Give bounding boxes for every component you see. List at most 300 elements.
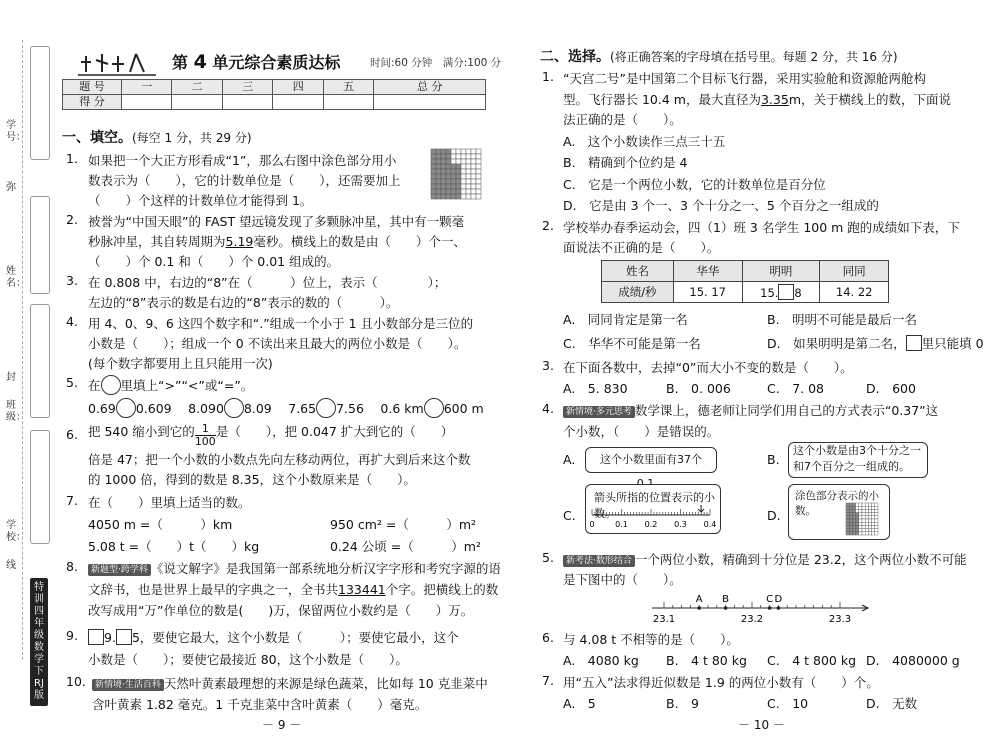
c3-number: 3. bbox=[542, 358, 554, 373]
arrow-down-icon bbox=[698, 505, 704, 512]
grid-cell bbox=[856, 529, 859, 532]
grid-cell bbox=[441, 179, 446, 184]
q6-line2: 倍是 47；把一个小数的小数点先向左移动两位，再扩大到后来这个数 bbox=[88, 452, 471, 467]
tick-label: 23.3 bbox=[828, 614, 852, 625]
score-header-cell: 四 bbox=[273, 80, 323, 95]
grid-cell bbox=[466, 149, 471, 154]
c1-option-d[interactable]: D. 它是由 3 个一、3 个十分之一、5 个百分之一组成的 bbox=[563, 198, 879, 213]
grid-cell bbox=[868, 513, 871, 516]
point-label: D bbox=[774, 594, 783, 605]
grid-cell bbox=[856, 506, 859, 509]
grid-cell bbox=[875, 503, 878, 506]
c7-number: 7. bbox=[542, 673, 554, 688]
q8-tag: 新题型·跨学科 bbox=[88, 564, 151, 576]
grid-cell bbox=[431, 189, 436, 194]
grid-cell bbox=[859, 516, 862, 519]
c3-line1: 在下面各数中，去掉“0”而大小不变的数是（ ）。 bbox=[563, 360, 853, 375]
grid-cell bbox=[868, 503, 871, 506]
grid-cell bbox=[859, 513, 862, 516]
q4-number: 4. bbox=[66, 314, 78, 329]
c4-option-b[interactable]: B. bbox=[767, 452, 780, 467]
c1-option-b[interactable]: B. 精确到个位约是 4 bbox=[563, 155, 688, 170]
grid-cell bbox=[456, 189, 461, 194]
grid-cell bbox=[476, 184, 481, 189]
grid-cell bbox=[441, 174, 446, 179]
digit-box[interactable] bbox=[906, 335, 922, 351]
grid-cell bbox=[868, 522, 871, 525]
grid-cell bbox=[849, 509, 852, 512]
grid-cell bbox=[461, 164, 466, 169]
grid-cell bbox=[471, 169, 476, 174]
c1-line2: 型。飞行器长 10.4 m，最大直径为3.35m，关于横线上的数，下面说 bbox=[563, 92, 951, 107]
grid-cell bbox=[846, 529, 849, 532]
q10-line2: 含叶黄素 1.82 毫克。1 千克韭菜中含叶黄素（ ）毫克。 bbox=[92, 697, 428, 712]
grid-cell bbox=[872, 513, 875, 516]
point-label: B bbox=[722, 594, 730, 605]
c2-results-table bbox=[601, 260, 889, 303]
grid-cell bbox=[466, 159, 471, 164]
grid-cell bbox=[466, 179, 471, 184]
q3-number: 3. bbox=[66, 273, 78, 288]
grid-cell bbox=[852, 522, 855, 525]
grid-cell bbox=[471, 149, 476, 154]
q8-line2: 文辞书，也是世界上最早的字典之一，全书共133441个字。把横线上的数 bbox=[88, 582, 499, 597]
binding-gutter bbox=[0, 0, 52, 754]
grid-cell bbox=[471, 189, 476, 194]
grid-cell bbox=[852, 513, 855, 516]
q7-row2b: 0.24 公顷 =（ ）m² bbox=[330, 539, 481, 554]
q8-number: 8. bbox=[66, 559, 78, 574]
score-input-cell[interactable] bbox=[374, 95, 486, 110]
grid-cell bbox=[852, 506, 855, 509]
q9-line1: 9. 5，要使它最大，这个小数是（ ）；要使它最小，这个 bbox=[88, 628, 459, 646]
q10-tag: 新情境·生活百科 bbox=[92, 679, 164, 691]
digit-box[interactable] bbox=[116, 629, 132, 645]
grid-cell bbox=[862, 513, 865, 516]
grid-cell bbox=[856, 532, 859, 535]
grid-cell bbox=[852, 519, 855, 522]
q3-line2: 左边的“8”表示的数是右边的“8”表示的数的（ ）。 bbox=[88, 295, 399, 310]
grid-cell bbox=[849, 519, 852, 522]
grid-cell bbox=[872, 516, 875, 519]
grid-cell bbox=[461, 154, 466, 159]
table-header: 华华 bbox=[673, 261, 742, 282]
student-id-label: 学号： bbox=[6, 120, 26, 143]
grid-cell bbox=[868, 516, 871, 519]
grid-cell bbox=[451, 159, 456, 164]
grid-cell bbox=[865, 529, 868, 532]
c4-grid-figure bbox=[845, 502, 879, 536]
q1-line2: 数表示为（ ），它的计数单位是（ ），还需要加上 bbox=[88, 173, 401, 188]
cutmark-3: 线 bbox=[6, 560, 16, 571]
c6-option-c[interactable]: C. 4 t 800 kg bbox=[767, 653, 857, 668]
score-header-cell: 二 bbox=[172, 80, 222, 95]
grid-cell bbox=[875, 529, 878, 532]
grid-cell bbox=[436, 149, 441, 154]
q7-line1: 在（ ）里填上适当的数。 bbox=[88, 495, 251, 510]
grid-cell bbox=[466, 174, 471, 179]
c4-option-d[interactable]: D. bbox=[767, 508, 781, 523]
q8-line3: 改写成用“万”作单位的数是( )万，保留两位小数约是（ ）万。 bbox=[88, 603, 474, 618]
grid-cell bbox=[868, 519, 871, 522]
c4-option-c[interactable]: C. bbox=[563, 508, 576, 523]
grid-cell bbox=[846, 532, 849, 535]
q4-line2: 小数是（ ）；组成一个 0 不读出来且最大的两位小数是（ ）。 bbox=[88, 336, 467, 351]
c2-option-c[interactable]: C. 华华不可能是第一名 bbox=[563, 336, 701, 351]
grid-cell bbox=[431, 194, 436, 199]
grid-cell bbox=[859, 506, 862, 509]
tick-label: 0 bbox=[589, 520, 595, 529]
tick-label: 23.1 bbox=[652, 614, 676, 625]
grid-cell bbox=[471, 174, 476, 179]
grid-cell bbox=[856, 522, 859, 525]
grid-cell bbox=[451, 179, 456, 184]
grid-cell bbox=[862, 509, 865, 512]
grid-cell bbox=[868, 525, 871, 528]
table-cell: 15. 8 bbox=[742, 282, 820, 303]
grid-cell bbox=[859, 522, 862, 525]
c1-option-c[interactable]: C. 它是一个两位小数，它的计数单位是百分位 bbox=[563, 177, 826, 192]
section-2-title: 二、选择。(将正确答案的字母填在括号里。每题 2 分，共 16 分) bbox=[540, 49, 898, 65]
grid-cell bbox=[875, 513, 878, 516]
q10-line1: 新情境·生活百科 天然叶黄素最理想的来源是绿色蔬菜，比如每 10 克韭菜中 bbox=[92, 674, 488, 692]
grid-cell bbox=[846, 516, 849, 519]
c2-option-a[interactable]: A. 同同肯定是第一名 bbox=[563, 312, 688, 327]
grid-cell bbox=[456, 194, 461, 199]
q9-number: 9. bbox=[66, 628, 78, 643]
page-number-right: － 10 － bbox=[738, 718, 785, 732]
student-id-box[interactable] bbox=[30, 46, 50, 160]
grid-cell bbox=[872, 525, 875, 528]
grid-cell bbox=[849, 513, 852, 516]
score-input-cell[interactable] bbox=[273, 95, 323, 110]
grid-cell bbox=[446, 184, 451, 189]
grid-cell bbox=[875, 532, 878, 535]
grid-cell bbox=[446, 169, 451, 174]
grid-cell bbox=[865, 509, 868, 512]
grid-cell bbox=[875, 516, 878, 519]
grid-cell bbox=[436, 164, 441, 169]
c1-option-a[interactable]: A. 这个小数读作三点三十五 bbox=[563, 134, 726, 149]
score-input-cell[interactable] bbox=[122, 95, 172, 110]
grid-cell bbox=[859, 503, 862, 506]
grid-cell bbox=[872, 509, 875, 512]
c3-option-d[interactable]: D. 600 bbox=[866, 381, 916, 396]
grid-cell bbox=[471, 184, 476, 189]
c4-tag: 新情境·多元思考 bbox=[563, 406, 635, 418]
c1-number: 1. bbox=[542, 69, 554, 84]
grid-cell bbox=[446, 194, 451, 199]
grid-cell bbox=[466, 169, 471, 174]
c5-number: 5. bbox=[542, 550, 554, 565]
score-header-cell: 题 号 bbox=[63, 80, 122, 95]
c5-number-line bbox=[648, 590, 873, 626]
q4-line3: (每个数字都要用上且只能用一次) bbox=[88, 356, 273, 371]
c4-line1: 新情境·多元思考 数学课上，德老师让同学们用自己的方式表示“0.37”这 bbox=[563, 401, 938, 419]
grid-cell bbox=[451, 184, 456, 189]
grid-cell bbox=[872, 506, 875, 509]
grid-cell bbox=[862, 516, 865, 519]
grid-cell bbox=[461, 179, 466, 184]
c1-line1: “天宫二号”是中国第二个目标飞行器，采用实验舱和资源舱两舱构 bbox=[563, 71, 926, 86]
grid-cell bbox=[476, 149, 481, 154]
class-label: 班级： bbox=[6, 400, 26, 423]
score-header-cell: 一 bbox=[122, 80, 172, 95]
grid-cell bbox=[859, 509, 862, 512]
grid-cell bbox=[436, 179, 441, 184]
compare-circle[interactable] bbox=[316, 398, 336, 418]
point-label: C bbox=[766, 594, 774, 605]
grid-cell bbox=[856, 513, 859, 516]
grid-cell bbox=[856, 525, 859, 528]
grid-cell bbox=[846, 503, 849, 506]
c2-option-b[interactable]: B. 明明不可能是最后一名 bbox=[767, 312, 918, 327]
compare-circle[interactable] bbox=[116, 398, 136, 418]
grid-cell bbox=[476, 179, 481, 184]
table-header: 明明 bbox=[742, 261, 820, 282]
grid-cell bbox=[456, 174, 461, 179]
grid-cell bbox=[862, 519, 865, 522]
grid-cell bbox=[446, 149, 451, 154]
grid-cell bbox=[436, 154, 441, 159]
header-decoration-icon bbox=[78, 48, 156, 78]
grid-cell bbox=[856, 509, 859, 512]
grid-cell bbox=[862, 529, 865, 532]
class-box[interactable] bbox=[30, 304, 50, 418]
grid-cell bbox=[451, 154, 456, 159]
grid-cell bbox=[476, 194, 481, 199]
grid-cell bbox=[451, 164, 456, 169]
c4-number: 4. bbox=[542, 401, 554, 416]
grid-cell bbox=[865, 513, 868, 516]
grid-cell bbox=[436, 169, 441, 174]
grid-cell bbox=[436, 159, 441, 164]
grid-cell bbox=[872, 522, 875, 525]
c3-option-b[interactable]: B. 0. 006 bbox=[666, 381, 731, 396]
grid-cell bbox=[859, 532, 862, 535]
time-score-info: 时间:60 分钟 满分:100 分 bbox=[370, 57, 502, 69]
c3-option-c[interactable]: C. 7. 08 bbox=[767, 381, 825, 396]
grid-cell bbox=[456, 169, 461, 174]
grid-cell bbox=[456, 164, 461, 169]
c7-option-d[interactable]: D. 无数 bbox=[866, 696, 918, 711]
grid-cell bbox=[862, 532, 865, 535]
point-marker bbox=[724, 606, 728, 610]
grid-cell bbox=[466, 194, 471, 199]
grid-cell bbox=[852, 525, 855, 528]
tick-label: 0.3 bbox=[674, 520, 687, 529]
grid-cell bbox=[865, 525, 868, 528]
c2-option-d[interactable]: D. 如果明明是第二名， 里只能填 0 bbox=[767, 336, 984, 351]
grid-cell bbox=[451, 149, 456, 154]
score-input-cell[interactable] bbox=[172, 95, 222, 110]
c6-number: 6. bbox=[542, 630, 554, 645]
grid-cell bbox=[849, 522, 852, 525]
grid-cell bbox=[456, 159, 461, 164]
fraction: $\frac{1}{100}$ bbox=[194, 422, 216, 448]
cut-line bbox=[22, 40, 23, 660]
grid-cell bbox=[441, 149, 446, 154]
grid-cell bbox=[451, 194, 456, 199]
grid-cell bbox=[476, 189, 481, 194]
grid-cell bbox=[852, 509, 855, 512]
grid-cell bbox=[846, 509, 849, 512]
cutmark-1: 弥 bbox=[6, 182, 16, 193]
grid-cell bbox=[431, 149, 436, 154]
grid-cell bbox=[446, 154, 451, 159]
grid-cell bbox=[872, 519, 875, 522]
grid-cell bbox=[456, 149, 461, 154]
q1-line1: 如果把一个大正方形看成“1”，那么右图中涂色部分用小 bbox=[88, 153, 397, 168]
grid-cell bbox=[846, 525, 849, 528]
score-input-cell[interactable] bbox=[323, 95, 373, 110]
grid-cell bbox=[865, 503, 868, 506]
grid-cell bbox=[451, 174, 456, 179]
grid-cell bbox=[849, 506, 852, 509]
grid-cell bbox=[868, 506, 871, 509]
q7-row2a: 5.08 t =（ ）t（ ）kg bbox=[88, 539, 260, 554]
c7-line1: 用“五入”法求得近似数是 1.9 的两位小数有（ ）个。 bbox=[563, 675, 879, 690]
grid-cell bbox=[441, 164, 446, 169]
c7-option-b[interactable]: B. 9 bbox=[666, 696, 700, 711]
grid-cell bbox=[872, 503, 875, 506]
grid-cell bbox=[862, 525, 865, 528]
grid-cell bbox=[471, 154, 476, 159]
score-table bbox=[62, 79, 486, 110]
grid-cell bbox=[875, 509, 878, 512]
q2-number: 2. bbox=[66, 212, 78, 227]
score-header-cell: 三 bbox=[222, 80, 272, 95]
grid-cell bbox=[431, 179, 436, 184]
name-label: 姓名： bbox=[6, 266, 26, 289]
school-label: 学校： bbox=[6, 520, 26, 543]
book-spine: 特训 四年级 数学 下 RJ版 bbox=[30, 578, 48, 706]
q2-line3: （ ）个 0.1 和（ ）个 0.01 组成的。 bbox=[88, 254, 340, 269]
c5-line1: 新考法·数形结合 一个两位小数，精确到十分位是 23.2，这个两位小数不可能 bbox=[563, 550, 967, 568]
grid-cell bbox=[852, 516, 855, 519]
grid-cell bbox=[856, 503, 859, 506]
compare-circle[interactable] bbox=[424, 398, 444, 418]
grid-cell bbox=[471, 194, 476, 199]
table-header: 姓名 bbox=[602, 261, 674, 282]
grid-cell bbox=[466, 189, 471, 194]
c2-number: 2. bbox=[542, 218, 554, 233]
q7-number: 7. bbox=[66, 493, 78, 508]
grid-cell bbox=[859, 529, 862, 532]
score-row-label: 得 分 bbox=[63, 95, 122, 110]
c4-option-a[interactable]: A. bbox=[563, 452, 576, 467]
c2-line2: 面说法不正确的是（ ）。 bbox=[563, 240, 720, 255]
grid-cell bbox=[875, 506, 878, 509]
grid-cell bbox=[865, 516, 868, 519]
c5-line2: 是下图中的（ ）。 bbox=[563, 572, 682, 587]
school-box[interactable] bbox=[30, 430, 50, 544]
grid-cell bbox=[431, 169, 436, 174]
grid-cell bbox=[456, 154, 461, 159]
c1-line3: 法正确的是（ ）。 bbox=[563, 112, 682, 127]
grid-cell bbox=[446, 159, 451, 164]
q6-line3: 的 1000 倍，得到的数是 8.35，这个小数原来是（ ）。 bbox=[88, 472, 416, 487]
grid-cell bbox=[431, 174, 436, 179]
grid-cell bbox=[862, 503, 865, 506]
c5-tag: 新考法·数形结合 bbox=[563, 555, 635, 567]
grid-cell bbox=[431, 159, 436, 164]
grid-cell bbox=[868, 509, 871, 512]
grid-cell bbox=[436, 189, 441, 194]
grid-cell bbox=[451, 169, 456, 174]
grid-cell bbox=[875, 522, 878, 525]
compare-circle[interactable] bbox=[101, 375, 121, 395]
tick-label: 0.4 bbox=[703, 520, 717, 529]
q10-number: 10. bbox=[66, 674, 86, 689]
grid-cell bbox=[875, 525, 878, 528]
grid-cell bbox=[476, 169, 481, 174]
q3-line1: 在 0.808 中，右边的“8”在（ ）位上，表示（ ）； bbox=[88, 275, 447, 290]
grid-cell bbox=[466, 164, 471, 169]
table-cell: 15. 17 bbox=[673, 282, 742, 303]
c4-box-c: 箭头所指的位置表示的小数。 0 0.1 0.2 0.3 0.4 bbox=[585, 484, 721, 534]
page-title: 第 4 单元综合素质达标 bbox=[172, 51, 341, 73]
grid-cell bbox=[476, 154, 481, 159]
grid-cell bbox=[461, 169, 466, 174]
grid-cell bbox=[446, 189, 451, 194]
digit-box[interactable] bbox=[88, 629, 104, 645]
grid-cell bbox=[862, 522, 865, 525]
grid-cell bbox=[865, 532, 868, 535]
q5-number: 5. bbox=[66, 375, 78, 390]
c3-option-a[interactable]: A. 5. 830 bbox=[563, 381, 628, 396]
c7-option-c[interactable]: C. 10 bbox=[767, 696, 809, 711]
grid-cell bbox=[471, 159, 476, 164]
q1-grid-figure bbox=[430, 148, 482, 200]
digit-box[interactable] bbox=[778, 284, 794, 300]
grid-cell bbox=[846, 522, 849, 525]
grid-cell bbox=[476, 159, 481, 164]
grid-cell bbox=[868, 529, 871, 532]
grid-cell bbox=[431, 164, 436, 169]
q8-line1: 新题型·跨学科 《说文解字》是我国第一部系统地分析汉字字形和考究字源的语 bbox=[88, 559, 501, 577]
c2-line1: 学校举办春季运动会，四（1）班 3 名学生 100 m 跑的成绩如下表，下 bbox=[563, 220, 960, 235]
q6-line1: 把 540 缩小到它的 $\frac{1}{100}$ 是（ ），把 0.047 扩大到它的（ ） bbox=[88, 422, 454, 448]
q7-row1b: 950 cm² =（ ）m² bbox=[330, 517, 477, 532]
c4-box-a: 这个小数里面有37个 bbox=[585, 447, 717, 473]
grid-cell bbox=[446, 179, 451, 184]
grid-cell bbox=[852, 529, 855, 532]
c4-number-line bbox=[588, 505, 718, 533]
grid-cell bbox=[846, 506, 849, 509]
compare-circle[interactable] bbox=[224, 398, 244, 418]
point-label: A bbox=[695, 594, 703, 605]
point-marker bbox=[777, 606, 781, 610]
tick-label: 0.2 bbox=[644, 520, 658, 529]
grid-cell bbox=[456, 179, 461, 184]
grid-cell bbox=[466, 154, 471, 159]
c6-option-b[interactable]: B. 4 t 80 kg bbox=[666, 653, 747, 668]
c6-option-a[interactable]: A. 4080 kg bbox=[563, 653, 639, 668]
table-cell: 14. 22 bbox=[820, 282, 889, 303]
tick-label: 23.2 bbox=[740, 614, 764, 625]
table-header: 同同 bbox=[820, 261, 889, 282]
grid-cell bbox=[859, 525, 862, 528]
grid-cell bbox=[461, 174, 466, 179]
c6-option-d[interactable]: D. 4080000 g bbox=[866, 653, 960, 668]
grid-cell bbox=[431, 184, 436, 189]
cutmark-2: 封 bbox=[6, 372, 16, 383]
score-input-cell[interactable] bbox=[222, 95, 272, 110]
c7-option-a[interactable]: A. 5 bbox=[563, 696, 596, 711]
name-box[interactable] bbox=[30, 196, 50, 294]
grid-cell bbox=[466, 184, 471, 189]
